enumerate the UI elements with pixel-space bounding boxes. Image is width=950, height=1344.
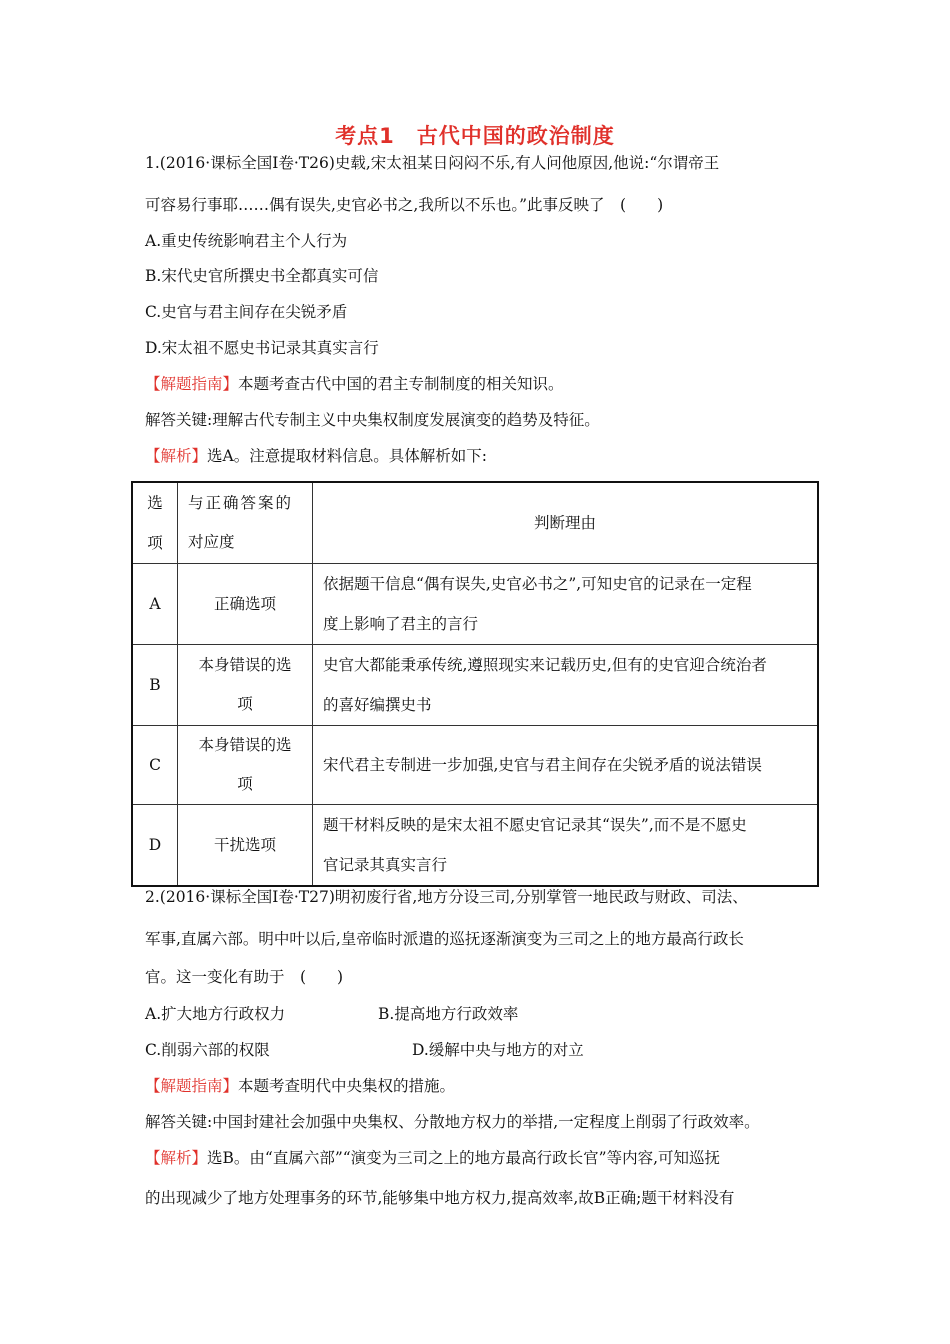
q2-analysis-line2: 的出现减少了地方处理事务的环节,能够集中地方权力,提高效率,故B正确;题干材料没有 bbox=[145, 1189, 735, 1207]
table-row bbox=[132, 805, 818, 887]
q1-analysis bbox=[145, 444, 487, 466]
q1-analysis-tag: 【解析】 bbox=[145, 447, 208, 465]
row-reason-l1: 依据题干信息“偶有误失,史官必书之”,可知史官的记录在一定程 bbox=[323, 575, 752, 593]
header-option-l1: 选 bbox=[147, 494, 163, 512]
header-reason-cell: 判断理由 bbox=[313, 482, 819, 564]
row-reason-l1: 史官大都能秉承传统,遵照现实来记载历史,但有的史官迎合统治者 bbox=[323, 656, 767, 674]
page-title: 考点1 古代中国的政治制度 bbox=[335, 124, 615, 148]
q2-stem-line2: 军事,直属六部。明中叶以后,皇帝临时派遣的巡抚逐渐演变为三司之上的地方最高行政长 bbox=[145, 930, 744, 948]
q1-guide-text: 本题考查古代中国的君主专制制度的相关知识。 bbox=[238, 375, 564, 393]
row-reason-l1: 题干材料反映的是宋太祖不愿史官记录其“误失”,而不是不愿史 bbox=[323, 816, 747, 834]
q1-stem-line1: 1.(2016·课标全国Ⅰ卷·T26)史载,宋太祖某日闷闷不乐,有人问他原因,他说:“尔谓帝王 bbox=[145, 154, 720, 172]
q2-stem-line3: 官。这一变化有助于 ( ) bbox=[145, 968, 344, 986]
q1-guide bbox=[145, 372, 564, 394]
q1-key: 解答关键:理解古代专制主义中央集权制度发展演变的趋势及特征。 bbox=[145, 411, 600, 429]
row-reason-l2: 度上影响了君主的言行 bbox=[323, 615, 479, 633]
q2-option-a: A.扩大地方行政权力 bbox=[145, 1005, 286, 1023]
row-fit-l1: 本身错误的选 bbox=[198, 736, 292, 754]
row-option: C bbox=[132, 726, 178, 805]
row-fit: 正确选项 bbox=[178, 564, 313, 645]
q2-stem-line1: 2.(2016·课标全国Ⅰ卷·T27)明初废行省,地方分设三司,分别掌管一地民政与财政、司法、 bbox=[145, 888, 748, 906]
row-option: D bbox=[132, 805, 178, 887]
row-option: A bbox=[132, 564, 178, 645]
row-fit: 干扰选项 bbox=[178, 805, 313, 887]
q2-key: 解答关键:中国封建社会加强中央集权、分散地方权力的举措,一定程度上削弱了行政效率。 bbox=[145, 1113, 760, 1131]
q2-option-c: C.削弱六部的权限 bbox=[145, 1041, 270, 1059]
q2-guide bbox=[145, 1074, 455, 1096]
row-reason-l2: 的喜好编撰史书 bbox=[323, 696, 432, 714]
table-row bbox=[132, 645, 818, 726]
q2-guide-text: 本题考查明代中央集权的措施。 bbox=[238, 1077, 456, 1095]
row-fit-l2: 项 bbox=[237, 695, 253, 713]
q2-analysis bbox=[145, 1146, 720, 1168]
q1-option-c: C.史官与君主间存在尖锐矛盾 bbox=[145, 303, 348, 321]
q1-analysis-text: 选A。注意提取材料信息。具体解析如下: bbox=[207, 447, 487, 465]
header-option-cell bbox=[132, 482, 178, 564]
row-reason: 宋代君主专制进一步加强,史官与君主间存在尖锐矛盾的说法错误 bbox=[313, 726, 819, 805]
header-fit-l1: 与正确答案的 bbox=[188, 494, 294, 512]
q2-guide-tag: 【解题指南】 bbox=[145, 1077, 239, 1095]
q1-option-a: A.重史传统影响君主个人行为 bbox=[145, 232, 348, 250]
q2-analysis-line1: 选B。由“直属六部”“演变为三司之上的地方最高行政长官”等内容,可知巡抚 bbox=[207, 1149, 721, 1167]
row-fit-l2: 项 bbox=[237, 775, 253, 793]
q1-guide-tag: 【解题指南】 bbox=[145, 375, 239, 393]
table-row bbox=[132, 726, 818, 805]
row-fit bbox=[178, 645, 313, 726]
row-reason bbox=[313, 564, 819, 645]
header-option-l2: 项 bbox=[147, 534, 163, 552]
row-fit-l1: 本身错误的选 bbox=[198, 656, 292, 674]
row-reason bbox=[313, 645, 819, 726]
row-reason bbox=[313, 805, 819, 887]
row-option: B bbox=[132, 645, 178, 726]
q1-stem-line2: 可容易行事耶……偶有误失,史官必书之,我所以不乐也。”此事反映了 ( ) bbox=[145, 196, 664, 214]
row-reason-l2: 官记录其真实言行 bbox=[323, 856, 448, 874]
analysis-table bbox=[131, 481, 819, 887]
q2-analysis-tag: 【解析】 bbox=[145, 1149, 208, 1167]
table-row bbox=[132, 564, 818, 645]
q1-option-d: D.宋太祖不愿史书记录其真实言行 bbox=[145, 339, 379, 357]
header-fit-l2: 对应度 bbox=[188, 533, 235, 551]
header-fit-cell bbox=[178, 482, 313, 564]
q2-option-b: B.提高地方行政效率 bbox=[378, 1005, 519, 1023]
q1-option-b: B.宋代史官所撰史书全都真实可信 bbox=[145, 267, 379, 285]
q2-option-d: D.缓解中央与地方的对立 bbox=[412, 1041, 584, 1059]
row-fit bbox=[178, 726, 313, 805]
table-header-row bbox=[132, 482, 818, 564]
